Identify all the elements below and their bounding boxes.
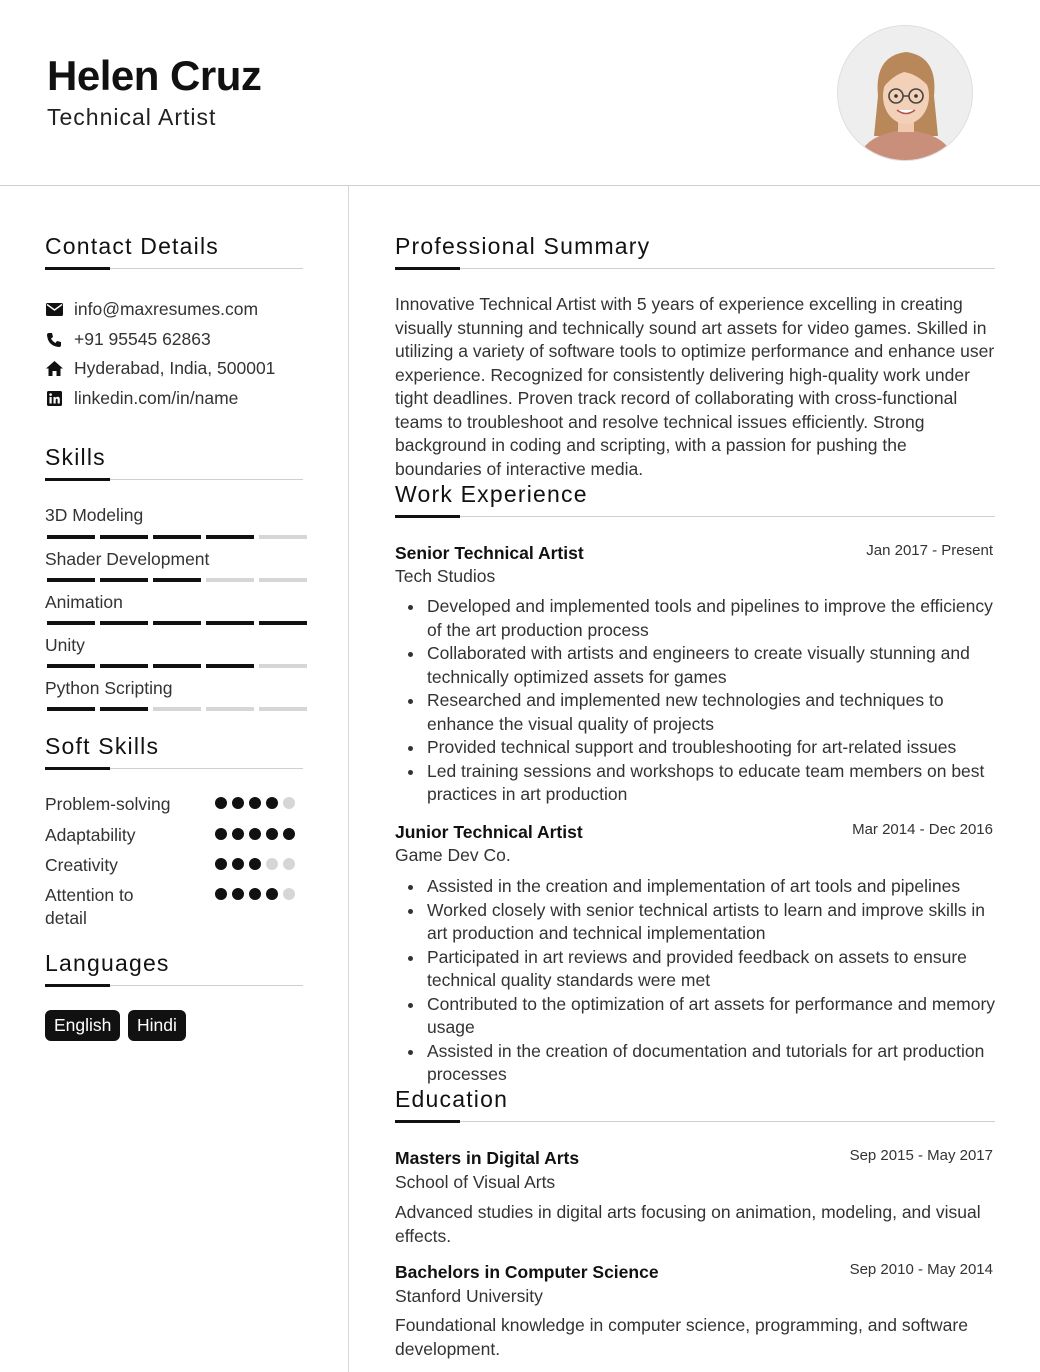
job-dates: Jan 2017 - Present — [866, 542, 993, 559]
candidate-title: Technical Artist — [47, 104, 217, 130]
skill-bar — [47, 621, 307, 625]
soft-skill-name: Adaptability — [45, 825, 136, 845]
skill-bar — [47, 664, 307, 668]
rating-dot — [266, 797, 278, 809]
rating-dot — [249, 797, 261, 809]
job-title: Senior Technical Artist — [395, 543, 584, 563]
rating-dot — [266, 888, 278, 900]
rating-segment — [259, 535, 307, 539]
summary-heading: Professional Summary — [395, 233, 651, 259]
school-name: Stanford University — [395, 1286, 543, 1306]
company-name: Game Dev Co. — [395, 845, 511, 865]
contact-phone — [45, 329, 211, 350]
contact-email — [45, 299, 258, 320]
rating-dot — [232, 888, 244, 900]
rating-dot — [249, 858, 261, 870]
summary-underline — [395, 268, 995, 269]
rating-segment — [153, 578, 201, 582]
linkedin-text[interactable]: linkedin.com/in/name — [74, 388, 239, 408]
rating-dot — [283, 797, 295, 809]
education-description: Advanced studies in digital arts focusing on animation, modeling, and visual effects. — [395, 1202, 981, 1246]
rating-segment — [100, 621, 148, 625]
rating-segment — [47, 707, 95, 711]
experience-underline — [395, 516, 995, 517]
rating-segment — [47, 535, 95, 539]
rating-dot — [232, 828, 244, 840]
languages-underline — [45, 985, 303, 986]
rating-segment — [259, 621, 307, 625]
rating-dot — [232, 858, 244, 870]
contact-heading: Contact Details — [45, 233, 219, 259]
rating-segment — [206, 578, 254, 582]
rating-segment — [100, 578, 148, 582]
rating-dot — [283, 858, 295, 870]
skill-bar — [47, 578, 307, 582]
phone-icon — [45, 331, 63, 349]
envelope-icon — [45, 301, 63, 319]
experience-heading: Work Experience — [395, 481, 588, 507]
rating-dot — [232, 797, 244, 809]
skills-heading: Skills — [45, 444, 106, 470]
soft-skills-heading: Soft Skills — [45, 733, 160, 759]
rating-segment — [153, 621, 201, 625]
education-heading: Education — [395, 1086, 509, 1112]
list-item: Developed and implemented tools and pipelines to improve the efficiency of the art production process — [427, 595, 997, 642]
rating-segment — [259, 707, 307, 711]
list-item: Researched and implemented new technologies and techniques to enhance the visual quality of projects — [427, 689, 997, 736]
column-divider — [348, 186, 349, 1372]
home-icon — [45, 360, 63, 378]
linkedin-icon — [45, 390, 63, 408]
list-item: Led training sessions and workshops to educate team members on best practices in art production — [427, 760, 997, 807]
list-item: Collaborated with artists and engineers to create visually stunning and technically optimized assets for games — [427, 642, 997, 689]
soft-skill-name: Creativity — [45, 855, 118, 875]
rating-segment — [100, 664, 148, 668]
education-dates: Sep 2010 - May 2014 — [849, 1261, 993, 1278]
language-pill: Hindi — [128, 1010, 186, 1041]
soft-skill-dots — [215, 888, 295, 900]
rating-dot — [266, 858, 278, 870]
portrait-illustration — [838, 26, 973, 161]
rating-segment — [259, 578, 307, 582]
skill-bar — [47, 707, 307, 711]
degree-title: Bachelors in Computer Science — [395, 1262, 659, 1282]
company-name: Tech Studios — [395, 566, 496, 586]
rating-segment — [259, 664, 307, 668]
rating-segment — [153, 535, 201, 539]
rating-segment — [100, 707, 148, 711]
rating-dot — [215, 828, 227, 840]
education-dates: Sep 2015 - May 2017 — [849, 1147, 993, 1164]
resume-header — [0, 0, 1040, 186]
list-item: Participated in art reviews and provided feedback on assets to ensure technical quality standards were met — [427, 946, 997, 993]
rating-segment — [206, 621, 254, 625]
rating-segment — [153, 664, 201, 668]
soft-skill-dots — [215, 797, 295, 809]
candidate-name: Helen Cruz — [47, 52, 262, 99]
job-dates: Mar 2014 - Dec 2016 — [852, 821, 993, 838]
contact-underline — [45, 268, 303, 269]
rating-segment — [206, 664, 254, 668]
list-item: Assisted in the creation of documentation and tutorials for art production processes — [427, 1040, 997, 1087]
phone-text[interactable]: +91 95545 62863 — [74, 329, 211, 349]
rating-segment — [206, 707, 254, 711]
email-text[interactable]: info@maxresumes.com — [74, 299, 259, 319]
language-pill: English — [45, 1010, 120, 1041]
list-item: Assisted in the creation and implementation of art tools and pipelines — [427, 875, 997, 899]
contact-linkedin — [45, 388, 238, 409]
soft-skill-name: Attention to detail — [45, 885, 134, 928]
skill-name: Animation — [45, 592, 123, 612]
skill-name: Shader Development — [45, 549, 210, 569]
rating-segment — [47, 621, 95, 625]
contact-address — [45, 358, 275, 379]
soft-skill-dots — [215, 828, 295, 840]
rating-dot — [283, 888, 295, 900]
rating-dot — [215, 797, 227, 809]
soft-skills-underline — [45, 768, 303, 769]
soft-skill-dots — [215, 858, 295, 870]
job-title: Junior Technical Artist — [395, 822, 583, 842]
rating-segment — [100, 535, 148, 539]
languages-heading: Languages — [45, 950, 170, 976]
skill-name: Python Scripting — [45, 678, 173, 698]
rating-segment — [206, 535, 254, 539]
rating-segment — [47, 578, 95, 582]
skills-underline — [45, 479, 303, 480]
job-bullets — [427, 875, 997, 1087]
degree-title: Masters in Digital Arts — [395, 1148, 580, 1168]
education-description: Foundational knowledge in computer science, programming, and software development. — [395, 1315, 968, 1359]
education-underline — [395, 1121, 995, 1122]
rating-dot — [283, 828, 295, 840]
rating-dot — [215, 858, 227, 870]
rating-dot — [249, 828, 261, 840]
rating-segment — [47, 664, 95, 668]
rating-dot — [266, 828, 278, 840]
skill-name: Unity — [45, 635, 85, 655]
list-item: Provided technical support and troubleshooting for art-related issues — [427, 736, 997, 760]
skill-name: 3D Modeling — [45, 505, 144, 525]
rating-segment — [153, 707, 201, 711]
list-item: Worked closely with senior technical artists to learn and improve skills in art production and technical implementation — [427, 899, 997, 946]
school-name: School of Visual Arts — [395, 1172, 556, 1192]
list-item: Contributed to the optimization of art assets for performance and memory usage — [427, 993, 997, 1040]
profile-photo — [837, 25, 973, 161]
rating-dot — [249, 888, 261, 900]
address-text: Hyderabad, India, 500001 — [74, 358, 276, 378]
skill-bar — [47, 535, 307, 539]
soft-skill-name: Problem-solving — [45, 794, 171, 814]
summary-text: Innovative Technical Artist with 5 years of experience excelling in creating visually stunning and technically sound art assets for video games. Skilled in utilizing a variety of software tools to optimize performance and enhance user experience. Recognized for consistently delivering high-quality work under tight deadlines. Proven track record of collaborating with cross-functional teams to troubleshoot and resolve technical issues efficiently. Strong background in coding and scripting, with a passion for pushing the boundaries of interactive media. — [395, 294, 995, 479]
job-bullets — [427, 595, 997, 807]
rating-dot — [215, 888, 227, 900]
